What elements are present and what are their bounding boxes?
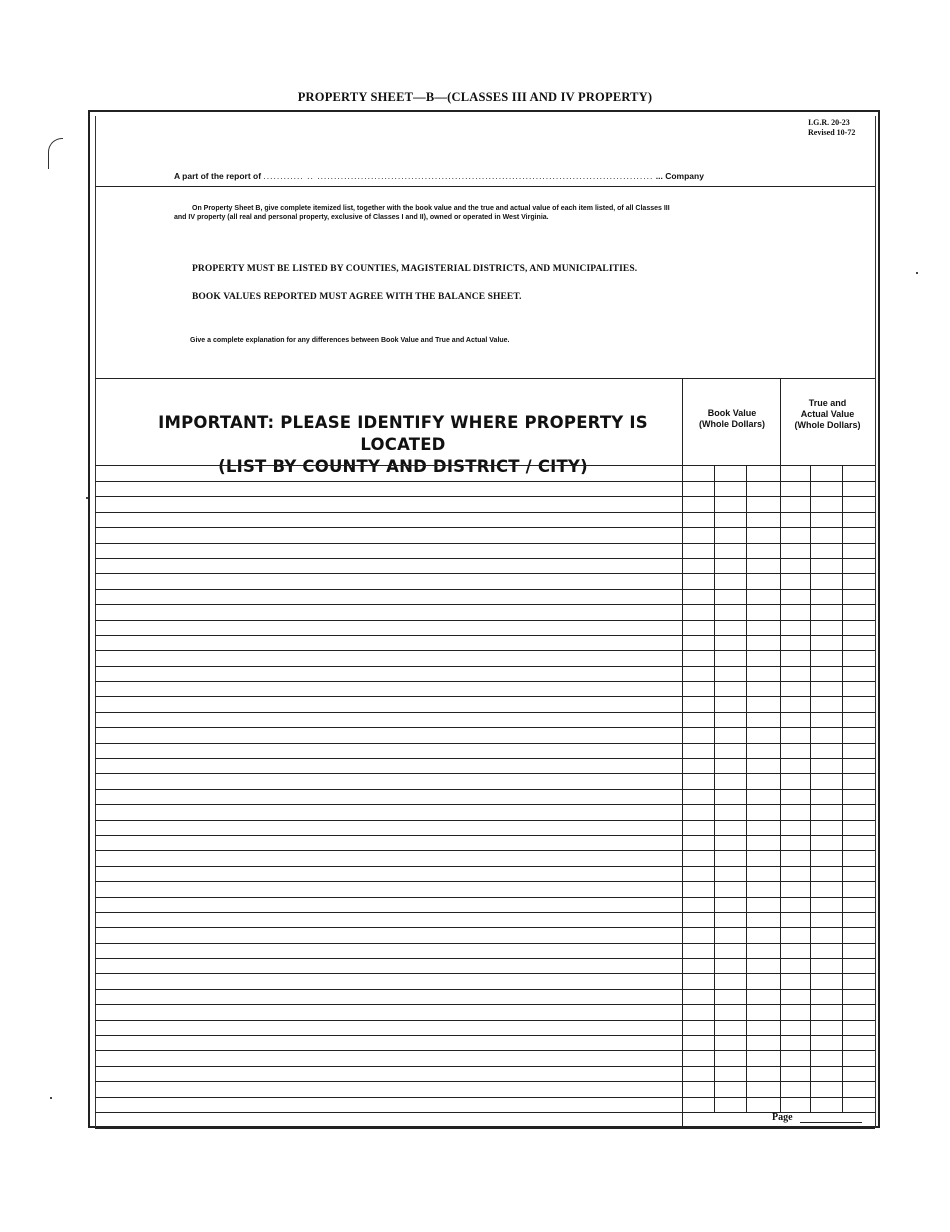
book-value-unit: (Whole Dollars) xyxy=(698,419,765,429)
table-row-line[interactable] xyxy=(95,1004,875,1005)
table-row-line[interactable] xyxy=(95,943,875,944)
table-row-line[interactable] xyxy=(95,958,875,959)
table-row-line[interactable] xyxy=(95,789,875,790)
table-row-line[interactable] xyxy=(95,804,875,805)
table-row-line[interactable] xyxy=(95,589,875,590)
table-row-line[interactable] xyxy=(95,496,875,497)
scan-speck xyxy=(916,272,918,274)
location-heading-line-2: (LIST BY COUNTY AND DISTRICT / CITY) xyxy=(218,457,588,476)
table-row-line[interactable] xyxy=(95,635,875,636)
table-row-line[interactable] xyxy=(95,758,875,759)
table-row-line[interactable] xyxy=(95,1050,875,1051)
table-row-line[interactable] xyxy=(95,1081,875,1082)
table-row-line[interactable] xyxy=(95,835,875,836)
table-row-line[interactable] xyxy=(95,1097,875,1098)
true-value-header xyxy=(780,398,875,431)
table-row-line[interactable] xyxy=(95,973,875,974)
scan-speck xyxy=(86,497,88,499)
table-row-line[interactable] xyxy=(95,604,875,605)
margin-mark xyxy=(48,138,63,169)
table-row-line[interactable] xyxy=(95,820,875,821)
table-row-line[interactable] xyxy=(95,727,875,728)
form-frame xyxy=(88,110,880,1128)
report-prefix: A part of the report of xyxy=(174,171,262,181)
true-value-unit: (Whole Dollars) xyxy=(794,420,861,430)
true-value-left-line xyxy=(780,378,781,1113)
table-row-line[interactable] xyxy=(95,866,875,867)
table-row-line[interactable] xyxy=(95,1066,875,1067)
book-value-left-line xyxy=(682,378,683,1128)
table-row-line[interactable] xyxy=(95,681,875,682)
page-label: Page xyxy=(772,1112,793,1123)
company-name-field[interactable]: ............ .. .................................................................................................... xyxy=(263,171,654,181)
report-of-line xyxy=(174,171,704,181)
table-row-line[interactable] xyxy=(95,743,875,744)
table-row-line[interactable] xyxy=(95,696,875,697)
location-instruction-heading xyxy=(118,412,688,478)
table-row-line[interactable] xyxy=(95,620,875,621)
true-value-label-2: Actual Value xyxy=(800,409,855,419)
table-row-line[interactable] xyxy=(95,912,875,913)
form-inner-left-border xyxy=(95,116,96,1128)
table-row-line[interactable] xyxy=(95,543,875,544)
table-row-line[interactable] xyxy=(95,481,875,482)
balance-sheet-notice: BOOK VALUES REPORTED MUST AGREE WITH THE BALANCE SHEET. xyxy=(192,292,522,302)
table-row-line[interactable] xyxy=(95,927,875,928)
true-value-label-1: True and xyxy=(808,398,847,408)
table-row-line[interactable] xyxy=(95,712,875,713)
instructions-line-2: and IV property (all real and personal property, exclusive of Classes I and II), owned or operated in West Virginia. xyxy=(174,214,549,221)
table-top-rule xyxy=(95,378,875,379)
table-row-line[interactable] xyxy=(95,850,875,851)
table-row-line[interactable] xyxy=(95,512,875,513)
form-number: I.G.R. 20-23 xyxy=(808,118,850,127)
instructions-line-1: On Property Sheet B, give complete itemized list, together with the book value and the true and actual value of each item listed, of all Classes III xyxy=(192,205,670,212)
table-row-line[interactable] xyxy=(95,1035,875,1036)
report-suffix: ... Company xyxy=(655,171,704,181)
table-row-line[interactable] xyxy=(95,881,875,882)
book-value-header xyxy=(684,408,780,430)
form-code xyxy=(808,118,855,138)
page-number-field[interactable] xyxy=(800,1122,862,1123)
table-row-line[interactable] xyxy=(95,527,875,528)
section-divider xyxy=(95,186,875,187)
book-value-label: Book Value xyxy=(707,408,757,418)
instructions xyxy=(174,204,854,222)
table-row-line[interactable] xyxy=(95,573,875,574)
table-row-line[interactable] xyxy=(95,897,875,898)
table-bottom-rule xyxy=(95,1127,875,1129)
table-row-line[interactable] xyxy=(95,989,875,990)
explanation-notice: Give a complete explanation for any differences between Book Value and True and Actual Value. xyxy=(190,337,510,344)
location-heading-line-1: IMPORTANT: PLEASE IDENTIFY WHERE PROPERTY IS LOCATED xyxy=(158,413,648,454)
counties-notice: PROPERTY MUST BE LISTED BY COUNTIES, MAGISTERIAL DISTRICTS, AND MUNICIPALITIES. xyxy=(192,264,638,274)
table-row-line[interactable] xyxy=(95,1112,875,1113)
table-row-line[interactable] xyxy=(95,666,875,667)
form-revision: Revised 10-72 xyxy=(808,128,856,137)
table-row-line[interactable] xyxy=(95,773,875,774)
sheet-title: PROPERTY SHEET—B—(CLASSES III AND IV PROPERTY) xyxy=(297,90,653,104)
form-inner-right-border xyxy=(875,116,876,1128)
scan-speck xyxy=(50,1097,52,1099)
table-row-line[interactable] xyxy=(95,1020,875,1021)
table-header-rule xyxy=(95,465,875,466)
table-row-line[interactable] xyxy=(95,558,875,559)
table-row-line[interactable] xyxy=(95,650,875,651)
